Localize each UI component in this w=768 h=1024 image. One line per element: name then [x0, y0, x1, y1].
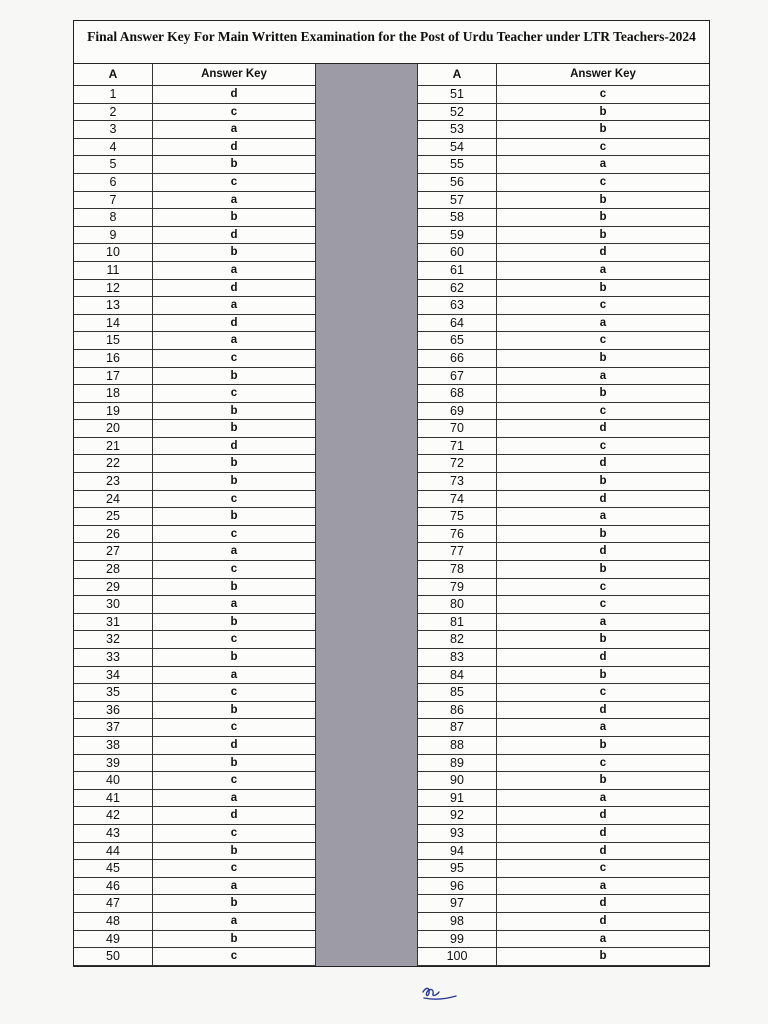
question-number: 68 — [418, 385, 497, 403]
answer-key-value: b — [497, 667, 709, 685]
answer-key-value: c — [497, 86, 709, 104]
answer-key-value: a — [497, 878, 709, 896]
answer-key-value: c — [153, 350, 316, 368]
question-number: 6 — [74, 174, 153, 192]
shaded-separator-column — [316, 64, 418, 966]
answer-key-value: a — [497, 368, 709, 386]
answer-key-value: d — [497, 543, 709, 561]
question-number: 91 — [418, 790, 497, 808]
answer-key-value: c — [153, 104, 316, 122]
answer-key-value: a — [153, 667, 316, 685]
answer-key-value: b — [153, 895, 316, 913]
answer-key-value: d — [497, 455, 709, 473]
question-number: 63 — [418, 297, 497, 315]
question-number: 95 — [418, 860, 497, 878]
question-number: 96 — [418, 878, 497, 896]
answer-key-value: c — [153, 174, 316, 192]
question-number: 4 — [74, 139, 153, 157]
answer-key-value: b — [153, 420, 316, 438]
question-number: 39 — [74, 755, 153, 773]
document-title: Final Answer Key For Main Written Examination for the Post of Urdu Teacher under LTR Teachers-2024 — [74, 21, 709, 64]
question-number: 80 — [418, 596, 497, 614]
answer-key-value: a — [153, 596, 316, 614]
answer-key-value: a — [153, 543, 316, 561]
answer-key-value: a — [153, 913, 316, 931]
handwritten-signature — [420, 983, 460, 1003]
answer-key-value: a — [497, 315, 709, 333]
answer-key-sheet — [73, 20, 710, 967]
answer-key-value: a — [497, 262, 709, 280]
question-number: 97 — [418, 895, 497, 913]
answer-key-value: d — [153, 315, 316, 333]
right-key-header: Answer Key — [497, 64, 709, 86]
question-number: 61 — [418, 262, 497, 280]
question-number: 18 — [74, 385, 153, 403]
question-number: 71 — [418, 438, 497, 456]
answer-key-value: c — [153, 561, 316, 579]
answer-key-value: b — [153, 702, 316, 720]
answer-key-value: d — [497, 895, 709, 913]
answer-key-value: d — [497, 825, 709, 843]
left-key-column — [153, 64, 316, 966]
question-number: 1 — [74, 86, 153, 104]
answer-key-value: c — [497, 596, 709, 614]
answer-key-value: d — [153, 737, 316, 755]
answer-key-value: a — [153, 262, 316, 280]
question-number: 60 — [418, 244, 497, 262]
question-number: 20 — [74, 420, 153, 438]
answer-key-value: a — [153, 121, 316, 139]
answer-key-value: a — [497, 614, 709, 632]
answer-key-value: b — [153, 368, 316, 386]
answer-key-value: d — [497, 649, 709, 667]
left-number-header: A — [74, 64, 153, 86]
answer-key-value: a — [497, 719, 709, 737]
question-number: 58 — [418, 209, 497, 227]
answer-key-value: c — [497, 579, 709, 597]
answer-key-value: a — [497, 931, 709, 949]
answer-key-value: b — [153, 244, 316, 262]
question-number: 79 — [418, 579, 497, 597]
question-number: 41 — [74, 790, 153, 808]
answer-key-value: a — [153, 790, 316, 808]
question-number: 64 — [418, 315, 497, 333]
answer-key-value: b — [497, 280, 709, 298]
answer-key-value: d — [497, 491, 709, 509]
question-number: 23 — [74, 473, 153, 491]
answer-key-value: b — [497, 350, 709, 368]
question-number: 86 — [418, 702, 497, 720]
answer-key-value: b — [497, 737, 709, 755]
question-number: 75 — [418, 508, 497, 526]
answer-key-value: c — [497, 403, 709, 421]
question-number: 89 — [418, 755, 497, 773]
question-number: 98 — [418, 913, 497, 931]
answer-key-value: b — [153, 455, 316, 473]
answer-key-value: a — [497, 156, 709, 174]
answer-key-value: d — [497, 843, 709, 861]
question-number: 42 — [74, 807, 153, 825]
answer-key-value: b — [153, 156, 316, 174]
answer-key-value: b — [497, 473, 709, 491]
question-number: 83 — [418, 649, 497, 667]
answer-key-value: d — [497, 420, 709, 438]
answer-key-value: c — [497, 684, 709, 702]
question-number: 13 — [74, 297, 153, 315]
answer-key-value: b — [153, 649, 316, 667]
question-number: 84 — [418, 667, 497, 685]
answer-key-value: c — [153, 825, 316, 843]
question-number: 72 — [418, 455, 497, 473]
answer-key-value: d — [153, 139, 316, 157]
question-number: 99 — [418, 931, 497, 949]
answer-key-value: b — [497, 526, 709, 544]
answer-key-value: b — [153, 614, 316, 632]
answer-key-value: c — [153, 684, 316, 702]
answer-key-value: c — [153, 631, 316, 649]
answer-key-value: b — [153, 403, 316, 421]
answer-key-value: d — [153, 280, 316, 298]
left-number-column — [74, 64, 153, 966]
answer-key-value: c — [497, 438, 709, 456]
right-number-column — [418, 64, 497, 966]
question-number: 29 — [74, 579, 153, 597]
answer-key-value: b — [153, 209, 316, 227]
question-number: 3 — [74, 121, 153, 139]
answer-key-value: a — [497, 508, 709, 526]
answer-key-value: b — [497, 209, 709, 227]
question-number: 28 — [74, 561, 153, 579]
question-number: 65 — [418, 332, 497, 350]
answer-key-value: a — [497, 790, 709, 808]
question-number: 14 — [74, 315, 153, 333]
answer-key-value: b — [497, 121, 709, 139]
question-number: 15 — [74, 332, 153, 350]
answer-key-value: a — [153, 297, 316, 315]
answer-key-value: c — [497, 860, 709, 878]
question-number: 40 — [74, 772, 153, 790]
answer-key-value: c — [497, 297, 709, 315]
answer-key-value: b — [497, 192, 709, 210]
question-number: 52 — [418, 104, 497, 122]
answer-key-value: b — [153, 755, 316, 773]
question-number: 27 — [74, 543, 153, 561]
question-number: 24 — [74, 491, 153, 509]
answer-key-value: b — [497, 772, 709, 790]
question-number: 69 — [418, 403, 497, 421]
answer-key-value: c — [153, 526, 316, 544]
question-number: 44 — [74, 843, 153, 861]
question-number: 46 — [74, 878, 153, 896]
question-number: 17 — [74, 368, 153, 386]
question-number: 12 — [74, 280, 153, 298]
question-number: 62 — [418, 280, 497, 298]
question-number: 82 — [418, 631, 497, 649]
answer-key-value: a — [153, 878, 316, 896]
question-number: 31 — [74, 614, 153, 632]
answer-key-value: c — [497, 755, 709, 773]
right-number-header: A — [418, 64, 497, 86]
question-number: 81 — [418, 614, 497, 632]
question-number: 88 — [418, 737, 497, 755]
right-key-column — [497, 64, 709, 966]
question-number: 53 — [418, 121, 497, 139]
question-number: 26 — [74, 526, 153, 544]
question-number: 67 — [418, 368, 497, 386]
question-number: 85 — [418, 684, 497, 702]
question-number: 16 — [74, 350, 153, 368]
question-number: 100 — [418, 948, 497, 966]
question-number: 92 — [418, 807, 497, 825]
answer-key-value: d — [497, 807, 709, 825]
question-number: 54 — [418, 139, 497, 157]
answer-key-value: b — [153, 473, 316, 491]
question-number: 45 — [74, 860, 153, 878]
question-number: 55 — [418, 156, 497, 174]
question-number: 56 — [418, 174, 497, 192]
answer-key-value: b — [153, 508, 316, 526]
answer-key-value: b — [497, 385, 709, 403]
question-number: 76 — [418, 526, 497, 544]
question-number: 70 — [418, 420, 497, 438]
question-number: 33 — [74, 649, 153, 667]
answer-key-value: d — [497, 702, 709, 720]
answer-key-value: d — [497, 913, 709, 931]
question-number: 38 — [74, 737, 153, 755]
question-number: 74 — [418, 491, 497, 509]
answer-key-value: c — [497, 174, 709, 192]
question-number: 37 — [74, 719, 153, 737]
answer-key-grid — [74, 64, 709, 966]
answer-key-value: c — [153, 860, 316, 878]
answer-key-value: b — [497, 948, 709, 966]
answer-key-value: b — [153, 579, 316, 597]
answer-key-value: c — [153, 948, 316, 966]
answer-key-value: b — [497, 631, 709, 649]
question-number: 49 — [74, 931, 153, 949]
question-number: 73 — [418, 473, 497, 491]
answer-key-value: c — [153, 385, 316, 403]
question-number: 8 — [74, 209, 153, 227]
question-number: 11 — [74, 262, 153, 280]
answer-key-value: a — [153, 192, 316, 210]
question-number: 7 — [74, 192, 153, 210]
answer-key-value: c — [153, 772, 316, 790]
question-number: 34 — [74, 667, 153, 685]
question-number: 36 — [74, 702, 153, 720]
left-key-header: Answer Key — [153, 64, 316, 86]
answer-key-value: d — [497, 244, 709, 262]
question-number: 5 — [74, 156, 153, 174]
answer-key-value: d — [153, 227, 316, 245]
question-number: 21 — [74, 438, 153, 456]
question-number: 25 — [74, 508, 153, 526]
question-number: 66 — [418, 350, 497, 368]
question-number: 30 — [74, 596, 153, 614]
question-number: 32 — [74, 631, 153, 649]
question-number: 10 — [74, 244, 153, 262]
answer-key-value: c — [497, 332, 709, 350]
question-number: 93 — [418, 825, 497, 843]
question-number: 94 — [418, 843, 497, 861]
question-number: 9 — [74, 227, 153, 245]
answer-key-value: b — [497, 561, 709, 579]
answer-key-value: b — [497, 227, 709, 245]
question-number: 51 — [418, 86, 497, 104]
question-number: 87 — [418, 719, 497, 737]
question-number: 90 — [418, 772, 497, 790]
question-number: 47 — [74, 895, 153, 913]
question-number: 50 — [74, 948, 153, 966]
answer-key-value: b — [497, 104, 709, 122]
answer-key-value: d — [153, 86, 316, 104]
question-number: 57 — [418, 192, 497, 210]
answer-key-value: b — [153, 931, 316, 949]
answer-key-value: a — [153, 332, 316, 350]
question-number: 35 — [74, 684, 153, 702]
question-number: 22 — [74, 455, 153, 473]
answer-key-value: b — [153, 843, 316, 861]
answer-key-value: d — [153, 807, 316, 825]
question-number: 77 — [418, 543, 497, 561]
answer-key-value: c — [497, 139, 709, 157]
question-number: 59 — [418, 227, 497, 245]
answer-key-value: d — [153, 438, 316, 456]
answer-key-value: c — [153, 491, 316, 509]
question-number: 48 — [74, 913, 153, 931]
question-number: 19 — [74, 403, 153, 421]
answer-key-value: c — [153, 719, 316, 737]
question-number: 43 — [74, 825, 153, 843]
question-number: 2 — [74, 104, 153, 122]
question-number: 78 — [418, 561, 497, 579]
